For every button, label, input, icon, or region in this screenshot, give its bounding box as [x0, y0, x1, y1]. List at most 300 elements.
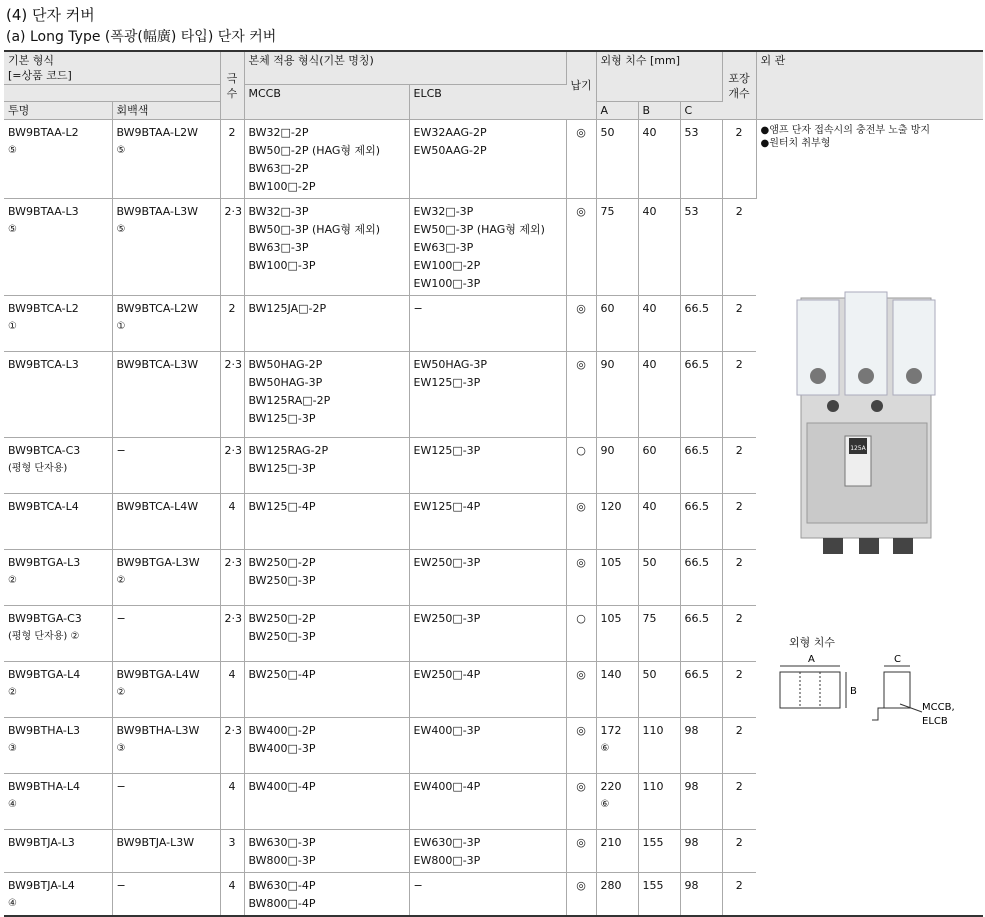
dim-a-cell	[596, 830, 638, 873]
gray-model: BW9BTJA-L3W	[116, 836, 195, 849]
mccb-cell	[244, 830, 409, 873]
breaker-label: 125A	[850, 445, 866, 452]
dim-b-value: 110	[642, 724, 664, 737]
dim-a-value: 105	[600, 612, 622, 625]
dim-b-value: 40	[642, 302, 657, 315]
dim-b-value: 155	[642, 836, 664, 849]
clear-model-note: ②	[8, 575, 17, 586]
gray-model: BW9BTGA-L3W	[116, 556, 200, 569]
dim-label-elcb: ELCB	[922, 716, 948, 727]
dim-c-value: 53	[684, 126, 699, 139]
delivery-mark: ◎	[576, 879, 586, 892]
mccb-model: BW630□-4P	[248, 879, 316, 892]
elcb-model: −	[413, 879, 423, 892]
mccb-model: BW63□-3P	[248, 241, 309, 254]
gray-model: BW9BTGA-L4W	[116, 668, 200, 681]
gray-model-note: ③	[116, 743, 126, 754]
mccb-model: BW630□-3P	[248, 836, 316, 849]
dim-b-cell	[638, 120, 680, 199]
mccb-model: BW250□-3P	[248, 574, 316, 587]
appearance-header: 외 관	[756, 51, 983, 120]
gray-model-cell	[112, 830, 220, 873]
gray-model-cell	[112, 296, 220, 352]
dim-c-value: 66.5	[684, 358, 709, 371]
pack-cell	[722, 199, 756, 296]
dim-a-value: 172	[600, 724, 622, 737]
gray-model: BW9BTHA-L3W	[116, 724, 200, 737]
dimension-figure	[772, 648, 972, 738]
dim-c-value: 53	[684, 205, 699, 218]
poles-cell	[220, 606, 244, 662]
mccb-cell	[244, 606, 409, 662]
mccb-cell	[244, 296, 409, 352]
mccb-model: BW32□-2P	[248, 126, 309, 139]
elcb-cell	[409, 199, 566, 296]
clear-model: BW9BTGA-L4	[8, 668, 81, 681]
pack-cell	[722, 438, 756, 494]
gray-model: BW9BTAA-L3W	[116, 205, 199, 218]
poles-value: 2	[228, 126, 236, 139]
elcb-cell	[409, 352, 566, 438]
dim-b-cell	[638, 438, 680, 494]
gray-model-cell	[112, 120, 220, 199]
poles-cell	[220, 873, 244, 917]
elcb-cell	[409, 873, 566, 917]
delivery-cell	[566, 438, 596, 494]
elcb-model: EW100□-3P	[413, 277, 481, 290]
gray-model-cell	[112, 662, 220, 718]
poles-cell	[220, 296, 244, 352]
mccb-cell	[244, 550, 409, 606]
gray-model-cell	[112, 199, 220, 296]
poles-value: 4	[228, 500, 236, 513]
dim-b-cell	[638, 494, 680, 550]
mccb-model: BW63□-2P	[248, 162, 309, 175]
clear-model: BW9BTHA-L4	[8, 780, 80, 793]
dim-label-b: B	[850, 686, 857, 697]
clear-model-note: (평형 단자용)	[8, 463, 68, 474]
dim-b-value: 40	[642, 126, 657, 139]
dim-b-value: 110	[642, 780, 664, 793]
pack-cell	[722, 120, 756, 199]
clear-model: BW9BTCA-L2	[8, 302, 79, 315]
pack-value: 2	[735, 444, 743, 457]
poles-value: 2·3	[224, 205, 242, 218]
clear-model: BW9BTCA-C3	[8, 444, 81, 457]
delivery-cell	[566, 774, 596, 830]
poles-cell	[220, 830, 244, 873]
delivery-cell	[566, 296, 596, 352]
dim-a-header: A	[596, 102, 638, 120]
gray-model-cell	[112, 774, 220, 830]
clear-model: BW9BTCA-L3	[8, 358, 79, 371]
dim-a-value: 120	[600, 500, 622, 513]
delivery-mark: ◎	[576, 668, 586, 681]
dim-a-cell	[596, 438, 638, 494]
elcb-model: EW250□-3P	[413, 556, 481, 569]
poles-cell	[220, 550, 244, 606]
dim-b-value: 155	[642, 879, 664, 892]
dim-a-cell	[596, 494, 638, 550]
elcb-model: EW250□-4P	[413, 668, 481, 681]
gray-model-cell	[112, 873, 220, 917]
clear-model-cell	[4, 662, 112, 718]
dim-c-cell	[680, 718, 722, 774]
gray-model-cell	[112, 438, 220, 494]
elcb-model: EW32AAG-2P	[413, 126, 487, 139]
mccb-cell	[244, 774, 409, 830]
clear-model: BW9BTGA-L3	[8, 556, 81, 569]
clear-model-note: ④	[8, 799, 17, 810]
clear-model-note: ③	[8, 743, 17, 754]
mccb-cell	[244, 199, 409, 296]
dim-a-value: 60	[600, 302, 615, 315]
dim-c-value: 98	[684, 836, 699, 849]
poles-value: 2·3	[224, 612, 242, 625]
clear-model: BW9BTJA-L3	[8, 836, 75, 849]
table-row	[4, 120, 983, 199]
elcb-cell	[409, 550, 566, 606]
poles-value: 4	[228, 780, 236, 793]
dim-a-cell	[596, 873, 638, 917]
mccb-model: BW50□-3P (HAG형 제외)	[248, 223, 381, 236]
delivery-mark: ○	[576, 612, 586, 625]
clear-model-note: ⑤	[8, 224, 17, 235]
elcb-model: EW63□-3P	[413, 241, 474, 254]
mccb-model: BW50□-2P (HAG형 제외)	[248, 144, 381, 157]
clear-model: BW9BTJA-L4	[8, 879, 75, 892]
applicable-header: 본체 적용 형식(기본 명칭)	[244, 51, 566, 85]
poles-value: 4	[228, 879, 236, 892]
gray-model: −	[116, 879, 126, 892]
clear-model-cell	[4, 494, 112, 550]
dim-label-mccb: MCCB,	[922, 702, 955, 713]
gray-model-cell	[112, 352, 220, 438]
poles-value: 2·3	[224, 556, 242, 569]
pack-value: 2	[735, 612, 743, 625]
dim-b-cell	[638, 606, 680, 662]
delivery-cell	[566, 352, 596, 438]
dim-b-cell	[638, 296, 680, 352]
elcb-model: EW400□-4P	[413, 780, 481, 793]
elcb-model: EW250□-3P	[413, 612, 481, 625]
pack-cell	[722, 662, 756, 718]
pack-cell	[722, 606, 756, 662]
mccb-model: BW400□-4P	[248, 780, 316, 793]
poles-value: 2·3	[224, 444, 242, 457]
mccb-model: BW50HAG-2P	[248, 358, 323, 371]
dim-c-value: 66.5	[684, 444, 709, 457]
dim-c-value: 98	[684, 879, 699, 892]
clear-model-cell	[4, 774, 112, 830]
mccb-cell	[244, 662, 409, 718]
dim-c-cell	[680, 199, 722, 296]
poles-value: 2	[228, 302, 236, 315]
clear-model-cell	[4, 550, 112, 606]
dim-label-a: A	[808, 654, 815, 665]
dim-c-value: 66.5	[684, 668, 709, 681]
mccb-model: BW125RAG-2P	[248, 444, 329, 457]
elcb-model: −	[413, 302, 423, 315]
dim-a-cell	[596, 662, 638, 718]
gray-model-note: ②	[116, 687, 126, 698]
mccb-header: MCCB	[244, 85, 409, 120]
elcb-model: EW125□-3P	[413, 444, 481, 457]
mccb-model: BW800□-4P	[248, 897, 316, 910]
pack-cell	[722, 774, 756, 830]
mccb-cell	[244, 120, 409, 199]
poles-value: 4	[228, 668, 236, 681]
gray-model-cell	[112, 718, 220, 774]
dim-a-value: 90	[600, 444, 615, 457]
poles-value: 2·3	[224, 724, 242, 737]
dim-b-cell	[638, 873, 680, 917]
delivery-mark: ◎	[576, 500, 586, 513]
clear-model: BW9BTAA-L2	[8, 126, 79, 139]
dim-figure-title: 외형 치수	[789, 636, 836, 649]
dim-b-value: 50	[642, 668, 657, 681]
dim-c-cell	[680, 830, 722, 873]
dim-c-cell	[680, 774, 722, 830]
mccb-cell	[244, 494, 409, 550]
elcb-cell	[409, 494, 566, 550]
pack-value: 2	[735, 556, 743, 569]
elcb-cell	[409, 438, 566, 494]
elcb-model: EW125□-4P	[413, 500, 481, 513]
dim-c-cell	[680, 296, 722, 352]
elcb-cell	[409, 718, 566, 774]
dim-a-cell	[596, 718, 638, 774]
elcb-model: EW125□-3P	[413, 376, 481, 389]
dim-b-cell	[638, 550, 680, 606]
mccb-model: BW125□-3P	[248, 462, 316, 475]
delivery-mark: ◎	[576, 302, 586, 315]
mccb-model: BW125RA□-2P	[248, 394, 331, 407]
mccb-model: BW400□-3P	[248, 742, 316, 755]
poles-cell	[220, 494, 244, 550]
dim-a-value: 140	[600, 668, 622, 681]
dims-header: 외형 치수 [mm]	[596, 51, 722, 102]
dim-b-value: 50	[642, 556, 657, 569]
dim-b-cell	[638, 352, 680, 438]
dim-a-cell	[596, 352, 638, 438]
delivery-cell	[566, 606, 596, 662]
clear-model-cell	[4, 830, 112, 873]
dim-a-value: 75	[600, 205, 615, 218]
clear-model: BW9BTGA-C3	[8, 612, 82, 625]
dim-a-value: 280	[600, 879, 622, 892]
pack-value: 2	[735, 724, 743, 737]
clear-header: 투명	[4, 102, 112, 120]
gray-model-note: ⑤	[116, 224, 126, 235]
model-header-spacer	[4, 85, 220, 102]
dim-c-cell	[680, 873, 722, 917]
gray-model: −	[116, 780, 126, 793]
dim-a-cell	[596, 550, 638, 606]
elcb-cell	[409, 662, 566, 718]
dim-a-note: ⑥	[600, 799, 610, 810]
dim-c-cell	[680, 550, 722, 606]
gray-model-cell	[112, 494, 220, 550]
mccb-cell	[244, 352, 409, 438]
dim-a-value: 220	[600, 780, 622, 793]
dim-c-value: 66.5	[684, 612, 709, 625]
poles-value: 2·3	[224, 358, 242, 371]
dim-a-value: 210	[600, 836, 622, 849]
elcb-model: EW50HAG-3P	[413, 358, 488, 371]
dim-c-value: 98	[684, 724, 699, 737]
mccb-model: BW400□-2P	[248, 724, 316, 737]
dim-c-cell	[680, 662, 722, 718]
clear-model-note: (평형 단자용) ②	[8, 631, 80, 642]
pack-cell	[722, 873, 756, 917]
mccb-model: BW125□-4P	[248, 500, 316, 513]
mccb-cell	[244, 873, 409, 917]
clear-model-cell	[4, 199, 112, 296]
gray-model: BW9BTCA-L3W	[116, 358, 199, 371]
mccb-model: BW32□-3P	[248, 205, 309, 218]
delivery-cell	[566, 662, 596, 718]
elcb-model: EW630□-3P	[413, 836, 481, 849]
dim-a-cell	[596, 296, 638, 352]
dim-c-value: 66.5	[684, 302, 709, 315]
dim-b-value: 40	[642, 500, 657, 513]
pack-cell	[722, 830, 756, 873]
mccb-model: BW100□-3P	[248, 259, 316, 272]
dim-a-value: 105	[600, 556, 622, 569]
clear-model-cell	[4, 296, 112, 352]
clear-model-cell	[4, 438, 112, 494]
dim-b-header: B	[638, 102, 680, 120]
pack-cell	[722, 296, 756, 352]
clear-model-cell	[4, 352, 112, 438]
elcb-model: EW50□-3P (HAG형 제외)	[413, 223, 545, 236]
dim-a-value: 90	[600, 358, 615, 371]
pack-value: 2	[735, 302, 743, 315]
mccb-model: BW50HAG-3P	[248, 376, 323, 389]
delivery-cell	[566, 199, 596, 296]
mccb-model: BW100□-2P	[248, 180, 316, 193]
dim-c-value: 66.5	[684, 556, 709, 569]
mccb-model: BW250□-3P	[248, 630, 316, 643]
mccb-model: BW250□-2P	[248, 612, 316, 625]
feature-text: ●원터치 취부형	[760, 138, 831, 149]
clear-model-cell	[4, 606, 112, 662]
gray-model-cell	[112, 550, 220, 606]
poles-cell	[220, 662, 244, 718]
poles-cell	[220, 438, 244, 494]
dim-a-value: 50	[600, 126, 615, 139]
pack-header: 포장 개수	[722, 51, 756, 120]
dim-b-cell	[638, 718, 680, 774]
dim-b-value: 40	[642, 205, 657, 218]
delivery-mark: ◎	[576, 126, 586, 139]
delivery-header: 납기	[566, 51, 596, 120]
clear-model-note: ④	[8, 898, 17, 909]
dim-a-cell	[596, 606, 638, 662]
elcb-model: EW400□-3P	[413, 724, 481, 737]
pack-value: 2	[735, 358, 743, 371]
elcb-cell	[409, 120, 566, 199]
dim-c-cell	[680, 494, 722, 550]
delivery-mark: ◎	[576, 556, 586, 569]
mccb-model: BW800□-3P	[248, 854, 316, 867]
model-header: 기본 형식 [=상품 코드]	[4, 51, 220, 85]
gray-model: BW9BTCA-L2W	[116, 302, 199, 315]
pack-value: 2	[735, 668, 743, 681]
gray-model: −	[116, 444, 126, 457]
dim-b-cell	[638, 830, 680, 873]
clear-model-note: ①	[8, 321, 17, 332]
dim-a-note: ⑥	[600, 743, 610, 754]
dim-label-c: C	[894, 654, 901, 665]
dim-b-cell	[638, 774, 680, 830]
pack-value: 2	[735, 500, 743, 513]
section-title: (4) 단자 커버	[6, 6, 95, 24]
dim-b-cell	[638, 662, 680, 718]
pack-value: 2	[735, 879, 743, 892]
dim-b-value: 40	[642, 358, 657, 371]
delivery-cell	[566, 873, 596, 917]
dim-c-cell	[680, 352, 722, 438]
poles-value: 3	[228, 836, 236, 849]
elcb-cell	[409, 296, 566, 352]
gray-model-note: ①	[116, 321, 126, 332]
pack-cell	[722, 494, 756, 550]
poles-cell	[220, 199, 244, 296]
poles-cell	[220, 774, 244, 830]
delivery-cell	[566, 120, 596, 199]
dim-b-value: 75	[642, 612, 657, 625]
clear-model-cell	[4, 718, 112, 774]
pack-cell	[722, 718, 756, 774]
pack-cell	[722, 352, 756, 438]
gray-header: 회백색	[112, 102, 220, 120]
delivery-cell	[566, 550, 596, 606]
poles-cell	[220, 120, 244, 199]
clear-model-cell	[4, 873, 112, 917]
clear-model-note: ⑤	[8, 145, 17, 156]
elcb-model: EW800□-3P	[413, 854, 481, 867]
delivery-mark: ◎	[576, 358, 586, 371]
clear-model: BW9BTAA-L3	[8, 205, 79, 218]
pack-value: 2	[735, 205, 743, 218]
dim-c-cell	[680, 438, 722, 494]
delivery-mark: ◎	[576, 205, 586, 218]
subsection-title: (a) Long Type (폭광(幅廣) 타입) 단자 커버	[6, 29, 277, 45]
pack-cell	[722, 550, 756, 606]
dim-c-cell	[680, 606, 722, 662]
breaker-photo	[793, 288, 939, 556]
mccb-model: BW250□-4P	[248, 668, 316, 681]
dim-c-value: 66.5	[684, 500, 709, 513]
delivery-cell	[566, 718, 596, 774]
poles-header: 극수	[220, 51, 244, 120]
elcb-cell	[409, 606, 566, 662]
delivery-mark: ◎	[576, 724, 586, 737]
mccb-cell	[244, 438, 409, 494]
elcb-cell	[409, 774, 566, 830]
poles-cell	[220, 718, 244, 774]
clear-model: BW9BTCA-L4	[8, 500, 79, 513]
dim-b-cell	[638, 199, 680, 296]
gray-model: BW9BTCA-L4W	[116, 500, 199, 513]
delivery-mark: ◎	[576, 836, 586, 849]
dim-a-cell	[596, 199, 638, 296]
dim-c-header: C	[680, 102, 722, 120]
clear-model-note: ②	[8, 687, 17, 698]
gray-model: BW9BTAA-L2W	[116, 126, 199, 139]
